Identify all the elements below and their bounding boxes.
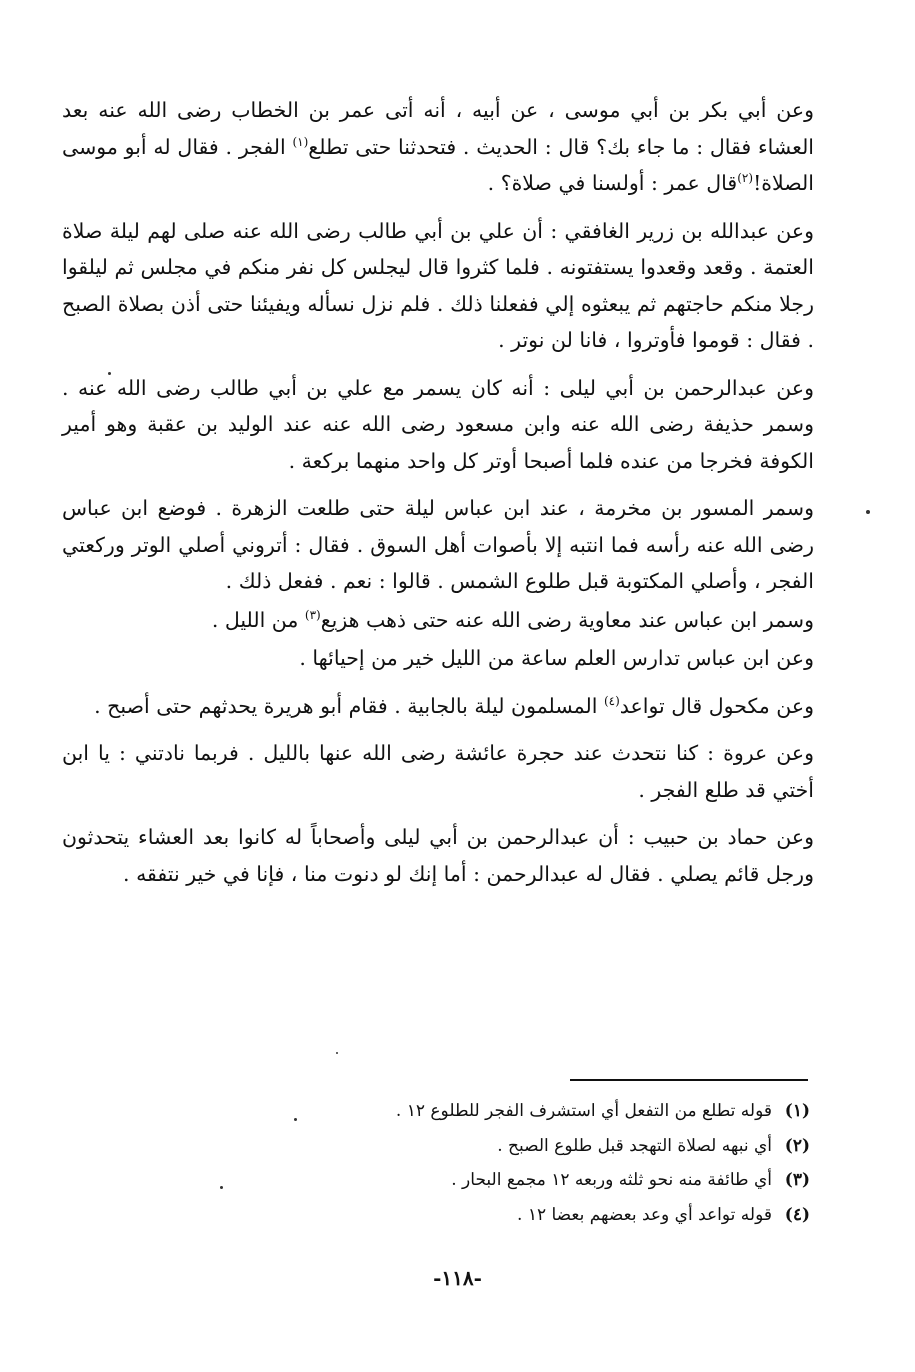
footnote-4 <box>240 1198 810 1233</box>
footnote-ref-1[interactable]: (١) <box>292 134 309 149</box>
footnote-2 <box>240 1129 810 1164</box>
footnote-text: قوله تواعد أي وعد بعضهم بعضا ١٢ . <box>517 1204 772 1225</box>
footnote-text: أي نبهه لصلاة التهجد قبل طلوع الصبح . <box>497 1135 772 1156</box>
footnote-separator <box>570 1079 808 1081</box>
paragraph-5: وسمر ابن عباس عند معاوية رضى الله عنه حتى ذهب هزيع$^{(٣)}$ من الليل . <box>211 607 814 632</box>
paragraph-9: وعن حماد بن حبيب : أن عبدالرحمن بن أبي ليلى وأصحاباً له كانوا بعد العشاء يتحدثون ورجل قائم يصلي . فقال له عبدالرحمن : أما إنك لو دنوت منا ، فإنا في خير نتفقه . <box>62 825 814 886</box>
footnote-number: (٤) <box>784 1204 810 1225</box>
paragraph-4: وسمر المسور بن مخرمة ، عند ابن عباس ليلة حتى طلعت الزهرة . فوضع ابن عباس رضى الله عنه رأسه فما انتبه إلا بأصوات أهل السوق . فقال : أتروني أصلي الوتر وركعتي الفجر ، وأصلي المكتوبة قبل طلوع الشمس . قالوا : نعم . ففعل ذلك . <box>62 496 814 593</box>
footnote-ref-3[interactable]: (٣) <box>304 607 321 622</box>
paragraph-6: وعن ابن عباس تدارس العلم ساعة من الليل خير من إحيائها . <box>299 646 814 670</box>
scan-speck <box>108 372 111 375</box>
paragraph-3: وعن عبدالرحمن بن أبي ليلى : أنه كان يسمر مع علي بن أبي طالب رضى الله عنه . وسمر حذيفة رضى الله عنه وابن مسعود رضى الله عنه عند الوليد بن عقبة وهو أمير الكوفة فخرجا من عنده فلما أصبحا أوتر كل واحد منهما بركعة . <box>62 375 814 473</box>
footnote-3 <box>240 1163 810 1198</box>
footnotes <box>240 1094 810 1232</box>
paragraph-1: وعن أبي بكر بن أبي موسى ، عن أبيه ، أنه أتى عمر بن الخطاب رضى الله عنه بعد العشاء فقال : ما جاء بك؟ قال : الحديث . فتحدثنا حتى تطلع$^{(١)}$ الفجر . فقال له أبو موسى الصلاة!$^{(٢)}$قال عمر : أولسنا في صلاة؟ . <box>62 98 815 195</box>
footnote-ref-4[interactable]: (٤) <box>603 693 620 708</box>
paragraph-2: وعن عبدالله بن زرير الغافقي : أن علي بن أبي طالب رضى الله عنه صلى لهم ليلة صلاة العتمة . وقعد وقعدوا يستفتونه . فلما كثروا قال ليجلس كل نفر منكم في مجلس ثم ليلقوا رجلا منكم حاجتهم ثم يبعثوه إلي ففعلنا ذلك . فلم نزل نسأله ويفيئنا حتى أذن بصلاة الصبح . فقال : قوموا فأوتروا ، فانا لن نوتر . <box>62 218 814 352</box>
footnote-text: قوله تطلع من التفعل أي استشرف الفجر للطلوع ١٢ . <box>395 1101 772 1121</box>
scan-speck <box>294 1118 297 1121</box>
footnote-text: أي طائفة منه نحو ثلثه وربعه ١٢ مجمع البحار . <box>451 1170 772 1190</box>
scan-speck <box>220 1186 223 1189</box>
main-text <box>62 92 814 903</box>
footnote-ref-2[interactable]: (٢) <box>737 171 754 186</box>
footnote-number: (١) <box>784 1101 810 1121</box>
scan-speck <box>336 1052 338 1054</box>
page-number: -١١٨- <box>433 1266 482 1290</box>
footnote-number: (٢) <box>784 1135 810 1156</box>
footnote-number: (٣) <box>784 1170 810 1190</box>
paragraph-8: وعن عروة : كنا نتحدث عند حجرة عائشة رضى الله عنها بالليل . فربما نادتني : يا ابن أختي قد طلع الفجر . <box>62 741 814 802</box>
footnote-1 <box>240 1094 810 1129</box>
paragraph-7: وعن مكحول قال تواعد$^{(٤)}$ المسلمون ليلة بالجابية . فقام أبو هريرة يحدثهم حتى أصبح . <box>94 693 814 718</box>
scan-speck <box>866 510 870 514</box>
